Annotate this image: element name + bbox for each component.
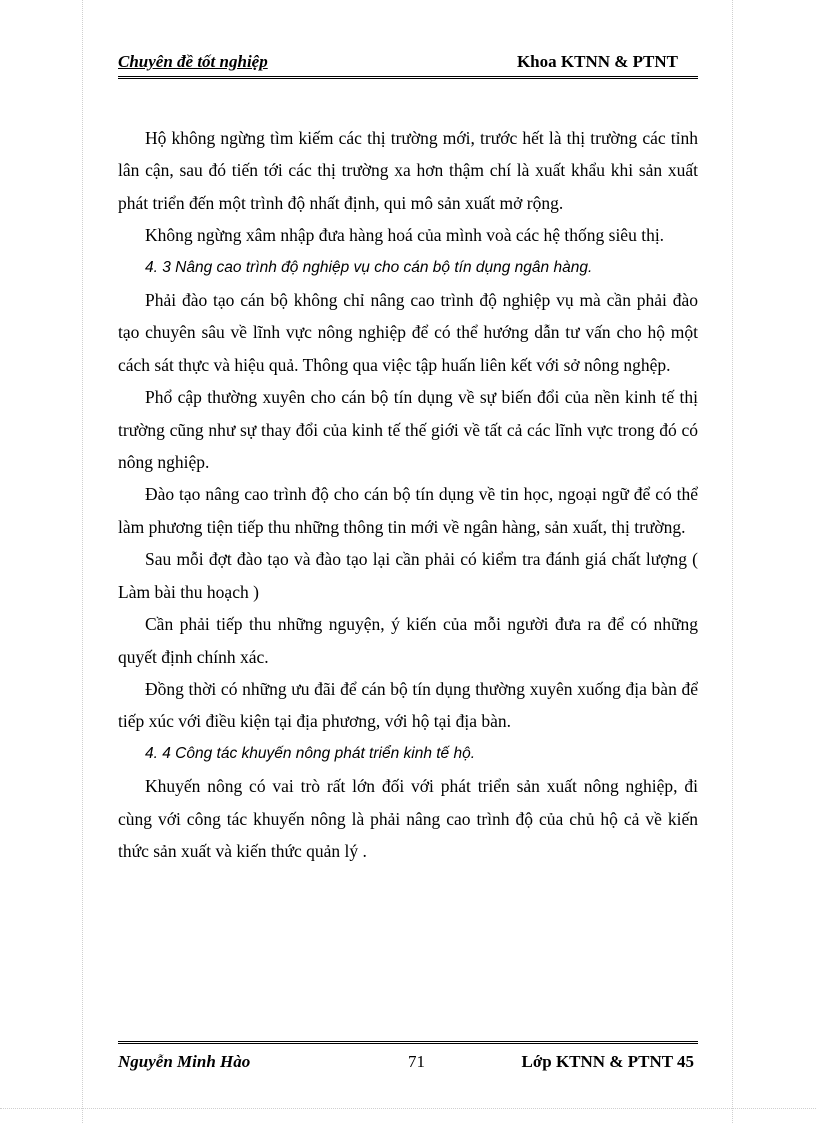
footer-rule: [118, 1041, 698, 1044]
footer-author: Nguyễn Minh Hào: [118, 1052, 251, 1071]
page-frame-left: [82, 0, 83, 1123]
paragraph: Phổ cập thường xuyên cho cán bộ tín dụng về sự biến đổi của nền kinh tế thị trường cũng như sự thay đổi của kinh tế thế giới về tất cả các lĩnh vực trong đó có nông nghiệp.: [118, 387, 698, 473]
page-number: 71: [408, 1052, 425, 1071]
header-department: Khoa KTNN & PTNT: [516, 52, 678, 71]
page-header: [118, 52, 698, 76]
footer-class: Lớp KTNN & PTNT 45: [521, 1052, 694, 1071]
page-frame-bottom: [0, 1108, 816, 1109]
body-text: [118, 122, 698, 867]
paragraph: Đồng thời có những ưu đãi để cán bộ tín dụng thường xuyên xuống địa bàn để tiếp xúc với điều kiện tại địa phương, với hộ tại địa bàn.: [118, 678, 698, 732]
page-footer: [118, 1052, 698, 1076]
paragraph: Cần phải tiếp thu những nguyện, ý kiến của mỗi người đưa ra để có những quyết định chính xác.: [118, 614, 698, 667]
paragraph: Đào tạo nâng cao trình độ cho cán bộ tín dụng về tin học, ngoại ngữ để có thể làm phương tiện tiếp thu những thông tin mới về ngân hàng, sản xuất, thị trường.: [118, 484, 698, 537]
page-frame-right: [732, 0, 733, 1123]
header-rule: [118, 76, 698, 79]
paragraph: Sau mỗi đợt đào tạo và đào tạo lại cần phải có kiểm tra đánh giá chất lượng ( Làm bài thu hoạch ): [118, 549, 698, 602]
paragraph: Không ngừng xâm nhập đưa hàng hoá của mình voà các hệ thống siêu thị.: [145, 225, 665, 246]
paragraph: Khuyến nông có vai trò rất lớn đối với phát triển sản xuất nông nghiệp, đi cùng với công tác khuyến nông là phải nâng cao trình độ của chủ hộ cả về kiến thức sản xuất và kiến thức quản lý .: [118, 776, 698, 861]
section-heading: 4. 4 Công tác khuyến nông phát triển kinh tế hộ.: [145, 744, 476, 762]
paragraph: Phải đào tạo cán bộ không chỉ nâng cao trình độ nghiệp vụ mà cần phải đào tạo chuyên sâu về lĩnh vực nông nghiệp để có thể hướng dẫn tư vấn cho hộ một cách sát thực và hiệu quả. Thông qua việc tập huấn liên kết với sở nông nghệp.: [118, 290, 698, 375]
paragraph: Hộ không ngừng tìm kiếm các thị trường mới, trước hết là thị trường các tỉnh lân cận, sau đó tiến tới các thị trường xa hơn thậm chí là xuất khẩu khi sản xuất phát triển đến một trình độ nhất định, qui mô sản xuất mở rộng.: [118, 128, 698, 213]
header-title: Chuyên đề tốt nghiệp: [118, 52, 268, 71]
section-heading: 4. 3 Nâng cao trình độ nghiệp vụ cho cán bộ tín dụng ngân hàng.: [145, 258, 593, 276]
